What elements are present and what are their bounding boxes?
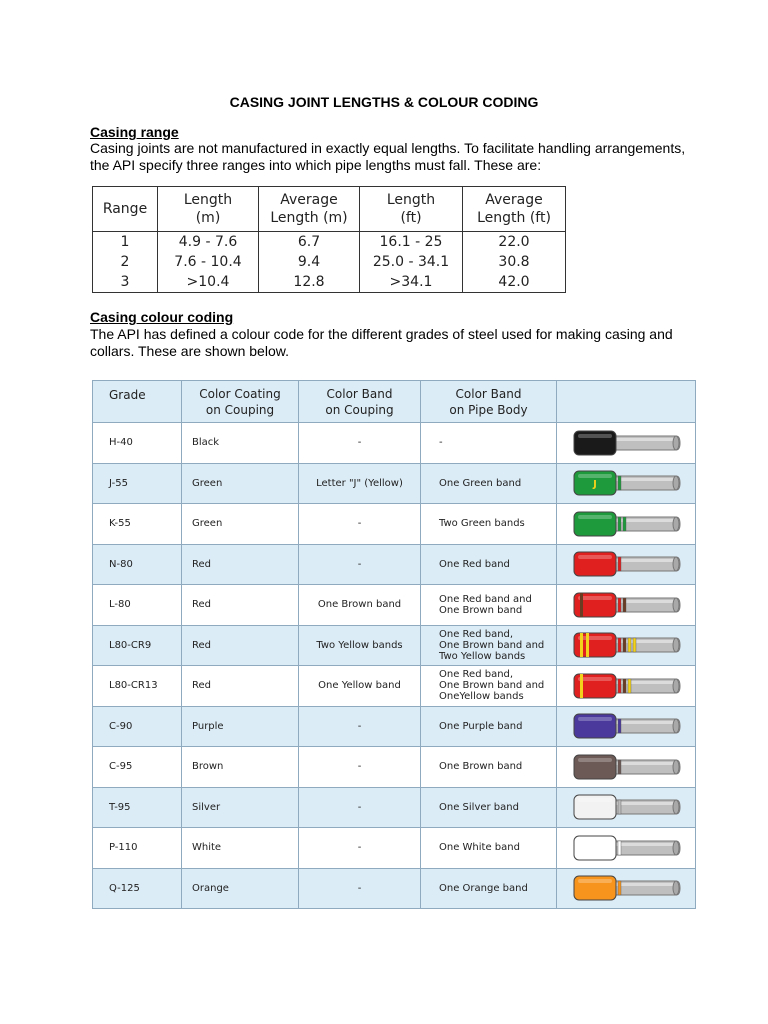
coupling-shine xyxy=(578,717,612,721)
table-cell: 12.8 xyxy=(259,272,360,293)
table-row xyxy=(93,585,696,626)
band-coupling-cell: - xyxy=(299,504,421,545)
coupling-shine xyxy=(578,555,612,559)
pipe-cell xyxy=(557,544,696,585)
coating-cell: Purple xyxy=(182,706,299,747)
coupling-shine xyxy=(578,515,612,519)
header-avg-length-ft: Average Length (ft) xyxy=(463,187,566,232)
header-picture xyxy=(557,381,696,423)
pipe-diagram xyxy=(570,430,682,456)
coupling-shine xyxy=(578,474,612,478)
header-length-ft: Length (ft) xyxy=(360,187,463,232)
table-row xyxy=(93,706,696,747)
table-row xyxy=(93,423,696,464)
pipe-diagram xyxy=(570,470,682,496)
band-coupling-cell: - xyxy=(299,868,421,909)
coating-cell: Red xyxy=(182,585,299,626)
band-coupling-cell: - xyxy=(299,747,421,788)
pipe-end xyxy=(673,517,679,531)
band-coupling-cell: - xyxy=(299,423,421,464)
pipe-diagram xyxy=(570,835,682,861)
table-row xyxy=(93,868,696,909)
coating-cell: Green xyxy=(182,463,299,504)
pipe-highlight xyxy=(614,802,676,805)
grade-cell: J-55 xyxy=(93,463,182,504)
band-body-cell: One Green band xyxy=(421,463,557,504)
casing-range-heading: Casing range xyxy=(90,124,179,140)
page-title: CASING JOINT LENGTHS & COLOUR CODING xyxy=(229,94,539,110)
pipe-cell xyxy=(557,747,696,788)
coupling-band xyxy=(580,674,583,698)
band-body-cell: - xyxy=(421,423,557,464)
grade-cell: N-80 xyxy=(93,544,182,585)
pipe-highlight xyxy=(614,883,676,886)
header-length-m: Length (m) xyxy=(158,187,259,232)
table-cell: 1 xyxy=(93,232,158,253)
coating-cell: Green xyxy=(182,504,299,545)
pipe-highlight xyxy=(614,762,676,765)
band-body-cell: One Red band xyxy=(421,544,557,585)
table-cell: 25.0 - 34.1 xyxy=(360,252,463,272)
body-band xyxy=(618,476,621,490)
pipe-highlight xyxy=(614,721,676,724)
table-cell: >10.4 xyxy=(158,272,259,293)
coupling-shine xyxy=(578,596,612,600)
pipe-end xyxy=(673,800,679,814)
band-coupling-cell: - xyxy=(299,787,421,828)
pipe-end xyxy=(673,719,679,733)
pipe-cell xyxy=(557,787,696,828)
pipe-cell xyxy=(557,423,696,464)
coupling-shine xyxy=(578,798,612,802)
table-row xyxy=(93,252,566,272)
band-body-cell: Two Green bands xyxy=(421,504,557,545)
pipe-end xyxy=(673,557,679,571)
pipe-diagram xyxy=(570,754,682,780)
grade-cell: L80-CR9 xyxy=(93,625,182,666)
coating-cell: Orange xyxy=(182,868,299,909)
coating-cell: Red xyxy=(182,544,299,585)
header-band-body: Color Band on Pipe Body xyxy=(421,381,557,423)
body-band xyxy=(618,517,621,531)
pipe-cell xyxy=(557,585,696,626)
table-row xyxy=(93,747,696,788)
table-row xyxy=(93,828,696,869)
pipe-diagram xyxy=(570,875,682,901)
table-cell: 9.4 xyxy=(259,252,360,272)
table-row xyxy=(93,625,696,666)
table-header-row xyxy=(93,187,566,232)
band-body-cell: One Brown band xyxy=(421,747,557,788)
pipe-end xyxy=(673,476,679,490)
header-range: Range xyxy=(93,187,158,232)
band-coupling-cell: - xyxy=(299,544,421,585)
pipe-end xyxy=(673,881,679,895)
coupling-shine xyxy=(578,636,612,640)
pipe-diagram xyxy=(570,673,682,699)
pipe-end xyxy=(673,841,679,855)
band-body-cell: One Orange band xyxy=(421,868,557,909)
grade-cell: L80-CR13 xyxy=(93,666,182,707)
body-band xyxy=(623,638,626,652)
table-cell: 30.8 xyxy=(463,252,566,272)
body-band xyxy=(628,638,631,652)
body-band xyxy=(618,638,621,652)
pipe-end xyxy=(673,638,679,652)
table-cell: 6.7 xyxy=(259,232,360,253)
coupling-band xyxy=(580,633,583,657)
grade-cell: Q-125 xyxy=(93,868,182,909)
coating-cell: Silver xyxy=(182,787,299,828)
band-coupling-cell: One Yellow band xyxy=(299,666,421,707)
pipe-end xyxy=(673,760,679,774)
coupling-band xyxy=(586,633,589,657)
table-cell: 7.6 - 10.4 xyxy=(158,252,259,272)
table-cell: 4.9 - 7.6 xyxy=(158,232,259,253)
grade-cell: P-110 xyxy=(93,828,182,869)
coupling-shine xyxy=(578,434,612,438)
body-band xyxy=(618,557,621,571)
coating-cell: Red xyxy=(182,625,299,666)
body-band xyxy=(618,760,621,774)
table-cell: 2 xyxy=(93,252,158,272)
coupling-shine xyxy=(578,839,612,843)
band-coupling-cell: Two Yellow bands xyxy=(299,625,421,666)
body-band xyxy=(623,598,626,612)
coating-cell: Red xyxy=(182,666,299,707)
header-color-coating: Color Coating on Couping xyxy=(182,381,299,423)
band-body-cell: One Purple band xyxy=(421,706,557,747)
band-coupling-cell: Letter "J" (Yellow) xyxy=(299,463,421,504)
body-band xyxy=(633,638,636,652)
table-cell: 42.0 xyxy=(463,272,566,293)
band-body-cell: One Red band and One Brown band xyxy=(421,585,557,626)
pipe-cell xyxy=(557,625,696,666)
coupling-letter: J xyxy=(593,479,597,491)
header-band-coupling: Color Band on Couping xyxy=(299,381,421,423)
grade-cell: H-40 xyxy=(93,423,182,464)
band-body-cell: One Red band, One Brown band and Two Yellow bands xyxy=(421,625,557,666)
pipe-cell xyxy=(557,868,696,909)
casing-range-text: Casing joints are not manufactured in exactly equal lengths. To facilitate handling arrangements, the API specify three ranges into which pipe lengths must fall. These are: xyxy=(90,140,686,173)
pipe-diagram xyxy=(570,511,682,537)
table-row xyxy=(93,232,566,253)
pipe-diagram xyxy=(570,632,682,658)
pipe-diagram xyxy=(570,713,682,739)
band-body-cell: One Silver band xyxy=(421,787,557,828)
body-band xyxy=(618,679,621,693)
body-band xyxy=(618,841,621,855)
coupling-shine xyxy=(578,758,612,762)
pipe-highlight xyxy=(614,559,676,562)
colour-coding-table xyxy=(92,380,696,909)
pipe-cell xyxy=(557,463,696,504)
band-body-cell: One White band xyxy=(421,828,557,869)
body-band xyxy=(618,881,621,895)
header-avg-length-m: Average Length (m) xyxy=(259,187,360,232)
table-cell: 22.0 xyxy=(463,232,566,253)
coating-cell: Brown xyxy=(182,747,299,788)
table-row xyxy=(93,787,696,828)
coupling-band xyxy=(580,593,583,617)
casing-range-table xyxy=(92,186,566,293)
table-row xyxy=(93,544,696,585)
table-row xyxy=(93,272,566,293)
pipe-highlight xyxy=(614,478,676,481)
pipe-end xyxy=(673,598,679,612)
body-band xyxy=(618,598,621,612)
coupling-shine xyxy=(578,677,612,681)
grade-cell: T-95 xyxy=(93,787,182,828)
band-body-cell: One Red band, One Brown band and OneYellow bands xyxy=(421,666,557,707)
body-band xyxy=(618,719,621,733)
table-row xyxy=(93,463,696,504)
pipe-diagram xyxy=(570,794,682,820)
pipe-end xyxy=(673,436,679,450)
coupling-shine xyxy=(578,879,612,883)
grade-cell: C-95 xyxy=(93,747,182,788)
table-cell: 3 xyxy=(93,272,158,293)
grade-cell: L-80 xyxy=(93,585,182,626)
colour-coding-heading: Casing colour coding xyxy=(90,309,234,325)
table-row xyxy=(93,504,696,545)
band-coupling-cell: - xyxy=(299,828,421,869)
band-coupling-cell: One Brown band xyxy=(299,585,421,626)
body-band xyxy=(623,679,626,693)
body-band xyxy=(618,800,621,814)
pipe-diagram xyxy=(570,551,682,577)
table-header-row xyxy=(93,381,696,423)
table-cell: 16.1 - 25 xyxy=(360,232,463,253)
grade-cell: K-55 xyxy=(93,504,182,545)
body-band xyxy=(628,679,631,693)
pipe-highlight xyxy=(614,438,676,441)
coating-cell: White xyxy=(182,828,299,869)
pipe-cell xyxy=(557,828,696,869)
pipe-highlight xyxy=(614,843,676,846)
pipe-cell xyxy=(557,706,696,747)
grade-cell: C-90 xyxy=(93,706,182,747)
pipe-cell xyxy=(557,666,696,707)
coating-cell: Black xyxy=(182,423,299,464)
pipe-end xyxy=(673,679,679,693)
pipe-diagram xyxy=(570,592,682,618)
table-row xyxy=(93,666,696,707)
header-grade: Grade xyxy=(93,381,182,423)
pipe-cell xyxy=(557,504,696,545)
band-coupling-cell: - xyxy=(299,706,421,747)
colour-coding-text: The API has defined a colour code for the different grades of steel used for making casing and collars. These are shown below. xyxy=(90,326,673,359)
body-band xyxy=(623,517,626,531)
table-cell: >34.1 xyxy=(360,272,463,293)
